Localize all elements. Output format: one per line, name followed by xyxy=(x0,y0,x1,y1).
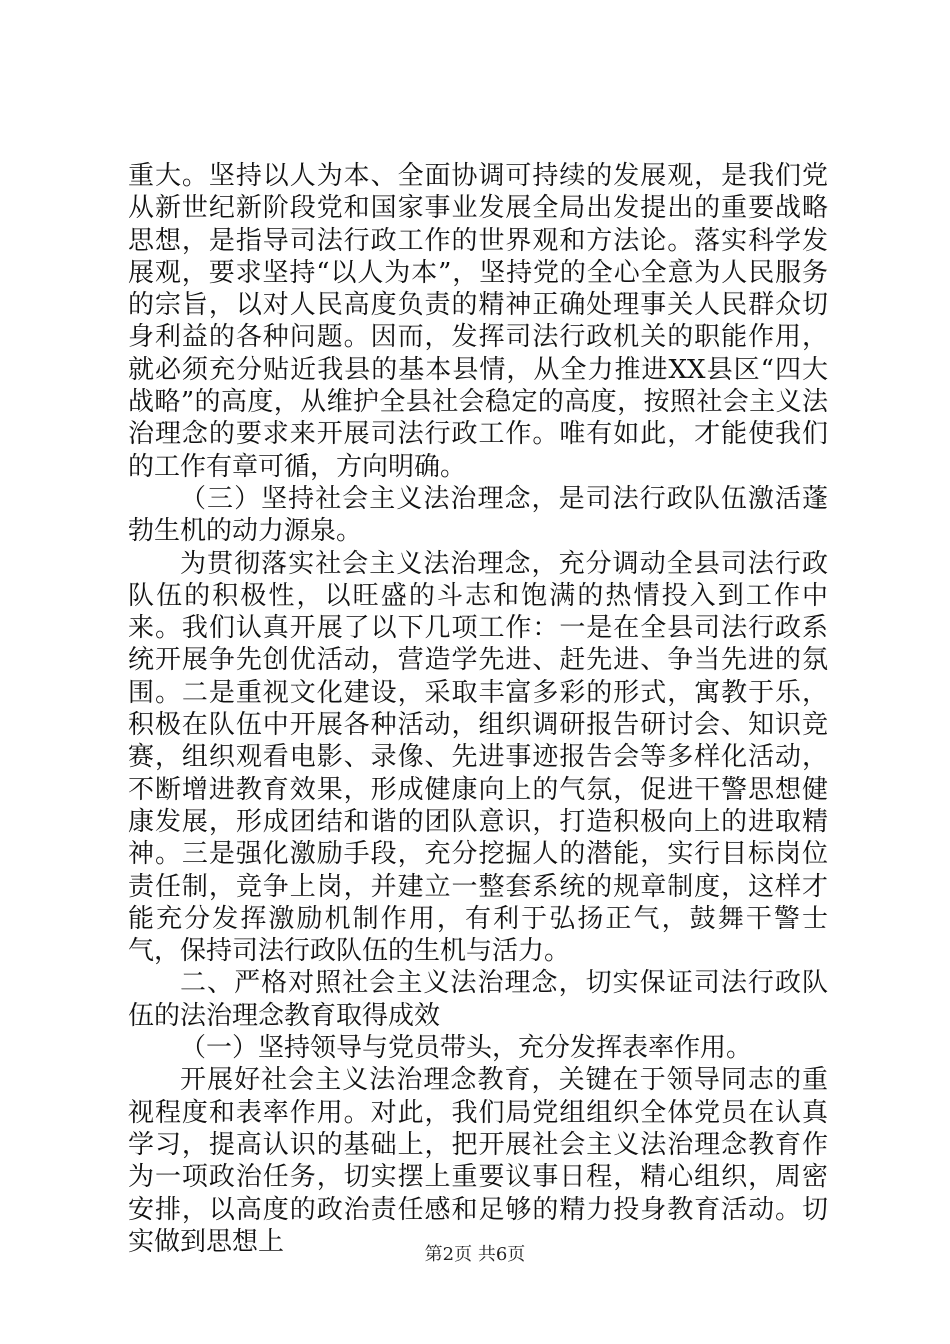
paragraph-body: 为贯彻落实社会主义法治理念，充分调动全县司法行政队伍的积极性，以旺盛的斗志和饱满的热情投入到工作中来。我们认真开展了以下几项工作：一是在全县司法行政系统开展争先创优活动，营造学先进、赶先进、争当先进的氛围。二是重视文化建设，采取丰富多彩的形式，寓教于乐，积极在队伍中开展各种活动，组织调研报告研讨会、知识竞赛，组织观看电影、录像、先进事迹报告会等多样化活动，不断增进教育效果，形成健康向上的气氛，促进干警思想健康发展，形成团结和谐的团队意识，打造积极向上的进取精神。三是强化激励手段，充分挖掘人的潜能，实行目标岗位责任制，竞争上岗，并建立一整套系统的规章制度，这样才能充分发挥激励机制作用，有利于弘扬正气，鼓舞干警士气，保持司法行政队伍的生机与活力。 xyxy=(128,548,828,967)
paragraph-continuation: 重大。坚持以人为本、全面协调可持续的发展观，是我们党从新世纪新阶段党和国家事业发展全局出发提出的重要战略思想，是指导司法行政工作的世界观和方法论。落实科学发展观，要求坚持“以人为本”，坚持党的全心全意为人民服务的宗旨，以对人民高度负责的精神正确处理事关人民群众切身利益的各种问题。因而，发挥司法行政机关的职能作用，就必须充分贴近我县的基本县情，从全力推进XX县区“四大战略”的高度，从维护全县社会稳定的高度，按照社会主义法治理念的要求来开展司法行政工作。唯有如此，才能使我们的工作有章可循，方向明确。 xyxy=(128,161,828,482)
section-heading-2: 二、严格对照社会主义法治理念，切实保证司法行政队伍的法治理念教育取得成效 xyxy=(128,968,828,1031)
document-body xyxy=(128,160,828,1258)
paragraph-heading-1: （一）坚持领导与党员带头，充分发挥表率作用。 xyxy=(180,1033,753,1064)
page-number-footer: 第2页 共6页 xyxy=(424,1244,526,1265)
paragraph-heading-3: （三）坚持社会主义法治理念，是司法行政队伍激活蓬勃生机的动力源泉。 xyxy=(128,483,828,547)
paragraph-body-2: 开展好社会主义法治理念教育，关键在于领导同志的重视程度和表率作用。对此，我们局党组组织全体党员在认真学习，提高认识的基础上，把开展社会主义法治理念教育作为一项政治任务，切实摆上重要议事日程，精心组织，周密安排，以高度的政治责任感和足够的精力投身教育活动。切实做到思想上 xyxy=(128,1065,828,1257)
